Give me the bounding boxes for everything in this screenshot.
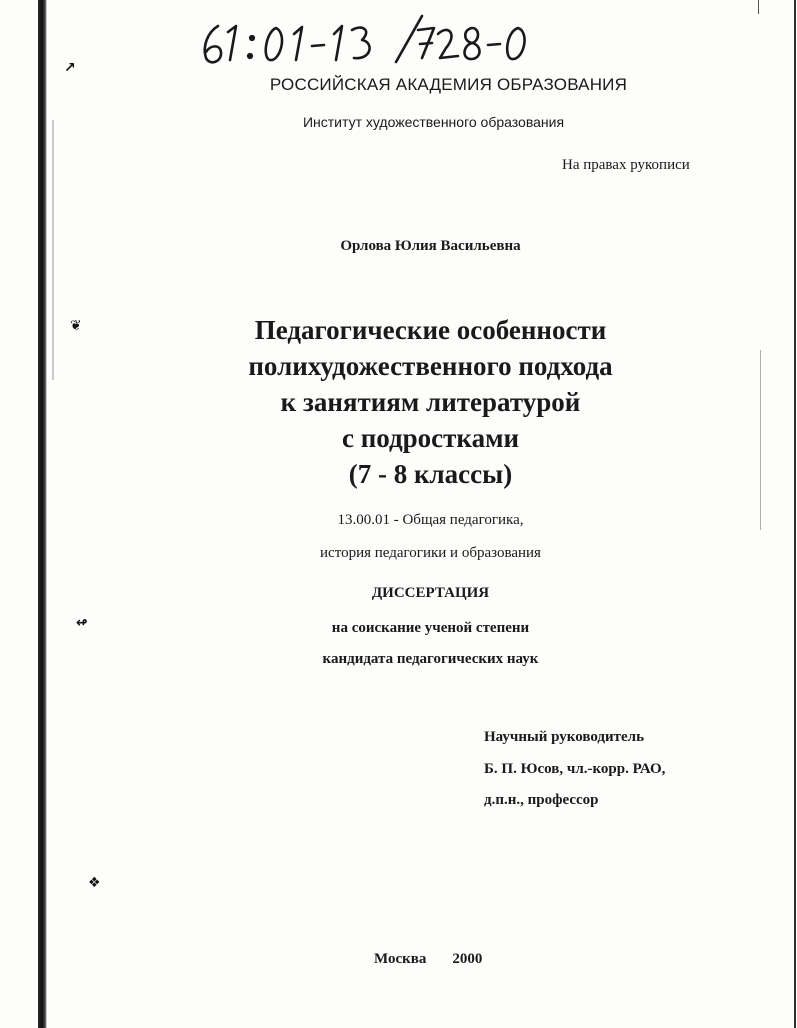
binder-mark-1: ↗: [64, 60, 76, 76]
title-line: (7 - 8 классы): [348, 459, 513, 489]
supervisor-titles: д.п.н., профессор: [484, 792, 599, 808]
author-name: Орлова Юлия Васильевна: [340, 238, 521, 254]
institute-name: Институт художественного образования: [302, 114, 565, 130]
binder-mark-3: ↫: [76, 615, 88, 631]
title-line: полихудожественного подхода: [248, 351, 613, 381]
title-line: с подростками: [341, 423, 520, 453]
degree-line-2: кандидата педагогических наук: [322, 651, 539, 667]
year: 2000: [452, 951, 483, 967]
supervisor-name: Б. П. Юсов, чл.-корр. РАО,: [484, 761, 666, 777]
degree-line-1: на соискание ученой степени: [331, 620, 530, 636]
handwritten-archive-code: [196, 12, 536, 68]
binder-mark-2: ❦: [70, 318, 82, 334]
specialty-name: история педагогики и образования: [320, 545, 541, 561]
work-type: ДИССЕРТАЦИЯ: [371, 585, 490, 601]
title-line: к занятиям литературой: [280, 387, 581, 417]
title-line: Педагогические особенности: [254, 315, 607, 345]
scan-edge-right-top: [758, 0, 759, 14]
academy-name: РОССИЙСКАЯ АКАДЕМИЯ ОБРАЗОВАНИЯ: [269, 75, 628, 94]
city-year: [374, 951, 482, 968]
rights-note: На правах рукописи: [562, 157, 690, 173]
binder-mark-4: ❖: [88, 875, 101, 891]
supervisor-label: Научный руководитель: [484, 729, 644, 745]
city: Москва: [374, 951, 427, 967]
specialty-code: 13.00.01 - Общая педагогика,: [337, 512, 524, 528]
dissertation-title: [32, 312, 797, 492]
